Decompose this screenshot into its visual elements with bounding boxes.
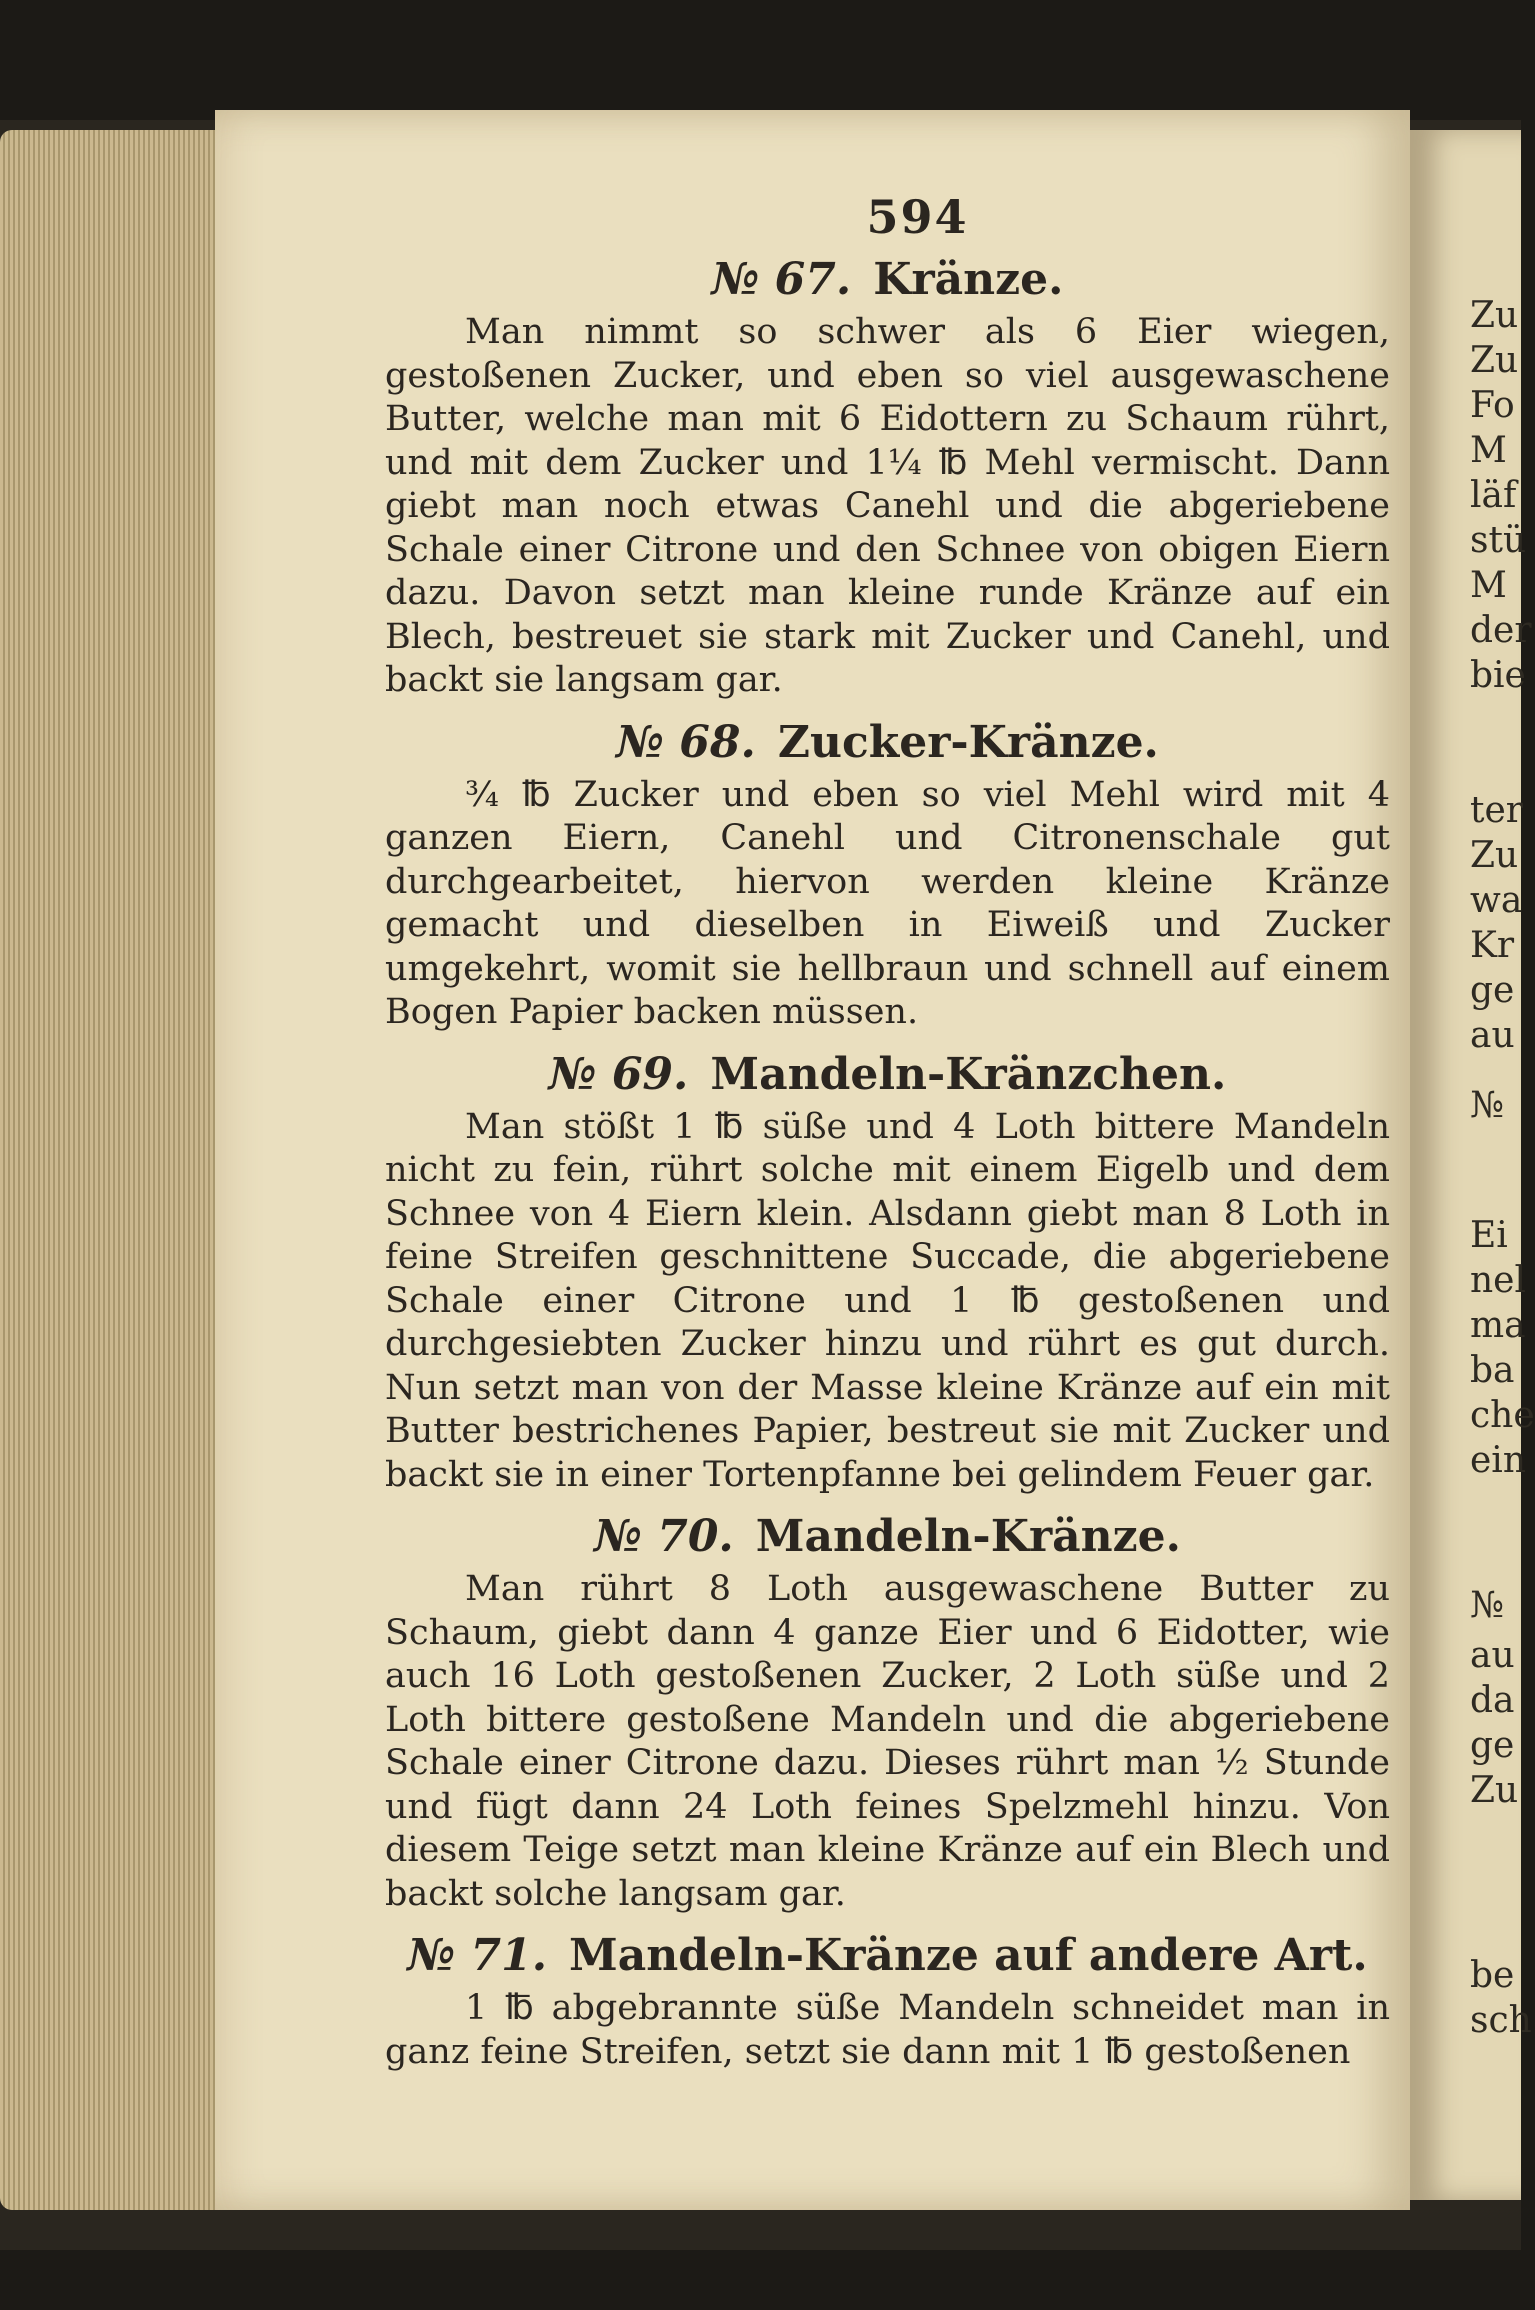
facing-fragment: Zu: [1470, 835, 1519, 876]
recipe-69: [385, 1049, 1390, 1498]
facing-fragment: che: [1470, 1395, 1535, 1436]
facing-fragment: M: [1470, 565, 1507, 606]
recipe-title: Mandeln-Kränzchen.: [710, 1048, 1227, 1100]
recipe-title: Mandeln-Kränze.: [755, 1511, 1181, 1562]
recipe-heading: [385, 1511, 1390, 1562]
facing-fragment: ein: [1470, 1440, 1527, 1481]
facing-fragment: Zu: [1470, 295, 1519, 336]
page-number: 594: [866, 190, 969, 244]
facing-fragment: M: [1470, 430, 1507, 471]
facing-fragment: läf: [1470, 475, 1517, 516]
facing-fragment: №: [1470, 1585, 1505, 1626]
facing-fragment: Zu: [1470, 340, 1519, 381]
recipe-heading: [385, 717, 1390, 768]
facing-fragment: wa: [1470, 880, 1523, 921]
facing-fragment: au: [1470, 1015, 1515, 1056]
facing-fragment: ge: [1470, 970, 1515, 1011]
recipe-number: № 70.: [594, 1511, 734, 1562]
recipe-number: № 69.: [548, 1048, 689, 1100]
recipe-number: № 68.: [616, 716, 756, 768]
facing-fragment: da: [1470, 1680, 1515, 1721]
recipe-text: 1 ℔ abgebrannte süße Mandeln schneidet man in ganz feine Streifen, setzt sie dann mit 1 ℔ gestoßenen: [385, 1988, 1390, 2072]
facing-fragment: ter: [1470, 790, 1523, 831]
facing-fragment: ma: [1470, 1305, 1526, 1346]
page-edges: [0, 130, 215, 2210]
facing-page: [1410, 130, 1535, 2200]
recipe-number: № 71.: [407, 1930, 548, 1981]
facing-fragment: №: [1470, 1085, 1505, 1126]
facing-fragment: nel: [1470, 1260, 1527, 1301]
page-content: [385, 190, 1390, 2088]
facing-fragment: Fo: [1470, 385, 1515, 426]
recipe-text: ¾ ℔ Zucker und eben so viel Mehl wird mit 4 ganzen Eiern, Canehl und Citronenschale gut durchgearbeitet, hiervon werden kleine Kränze gemacht und dieselben in Eiweiß und Zucker umgekehrt, womit sie hellbraun und schnell auf einem Bogen Papier backen müssen.: [385, 774, 1390, 1032]
recipe-text: Man rührt 8 Loth ausgewaschene Butter zu Schaum, giebt dann 4 ganze Eier und 6 Eidotter, wie auch 16 Loth gestoßenen Zucker, 2 Loth süße und 2 Loth bittere gestoßene Mandeln und die abgeriebene Schale einer Citrone dazu. Dieses rührt man ½ Stunde und fügt dann 24 Loth feines Spelzmehl hinzu. Von diesem Teige setzt man kleine Kränze auf ein Blech und backt solche langsam gar.: [385, 1569, 1390, 1914]
recipe-68: [385, 717, 1390, 1035]
recipe-heading: [385, 254, 1390, 305]
facing-fragment: au: [1470, 1635, 1515, 1676]
facing-fragment: Ei: [1470, 1215, 1508, 1256]
facing-fragment: sch: [1470, 2000, 1532, 2041]
recipe-text: Man stößt 1 ℔ süße und 4 Loth bittere Mandeln nicht zu fein, rührt solche mit einem Eigelb und dem Schnee von 4 Eiern klein. Alsdann giebt man 8 Loth in feine Streifen geschnittene Succade, die abgeriebene Schale einer Citrone und 1 ℔ gestoßenen und durchgesiebten Zucker hinzu und rührt es gut durch. Nun setzt man von der Masse kleine Kränze auf ein mit Butter bestrichenes Papier, bestreut sie mit Zucker und backt sie in einer Tortenpfanne bei gelindem Feuer gar.: [385, 1106, 1390, 1495]
facing-fragment: ba: [1470, 1350, 1515, 1391]
recipe-70: [385, 1511, 1390, 1916]
recipe-title: Mandeln-Kränze auf andere Art.: [569, 1930, 1368, 1981]
facing-fragment: Zu: [1470, 1770, 1519, 1811]
recipe-67: [385, 254, 1390, 703]
recipe-title: Kränze.: [873, 254, 1064, 305]
recipe-number: № 67.: [711, 254, 852, 305]
facing-fragment: stü: [1470, 520, 1527, 561]
recipe-title: Zucker-Kränze.: [777, 716, 1159, 768]
facing-fragment: ge: [1470, 1725, 1515, 1766]
recipe-heading: [385, 1049, 1390, 1100]
facing-fragment: bie: [1470, 655, 1526, 696]
facing-fragment: be: [1470, 1955, 1515, 1996]
recipe-71: [385, 1930, 1390, 2074]
facing-fragment: Kr: [1470, 925, 1515, 966]
recipe-text: Man nimmt so schwer als 6 Eier wiegen, gestoßenen Zucker, und eben so viel ausgewaschene Butter, welche man mit 6 Eidottern zu Schaum rührt, und mit dem Zucker und 1¼ ℔ Mehl vermischt. Dann giebt man noch etwas Canehl und die abgeriebene Schale einer Citrone und den Schnee von obigen Eiern dazu. Davon setzt man kleine runde Kränze auf ein Blech, bestreuet sie stark mit Zucker und Canehl, und backt sie langsam gar.: [385, 312, 1390, 700]
facing-fragment: der: [1470, 610, 1532, 651]
recipe-heading: [385, 1930, 1390, 1981]
